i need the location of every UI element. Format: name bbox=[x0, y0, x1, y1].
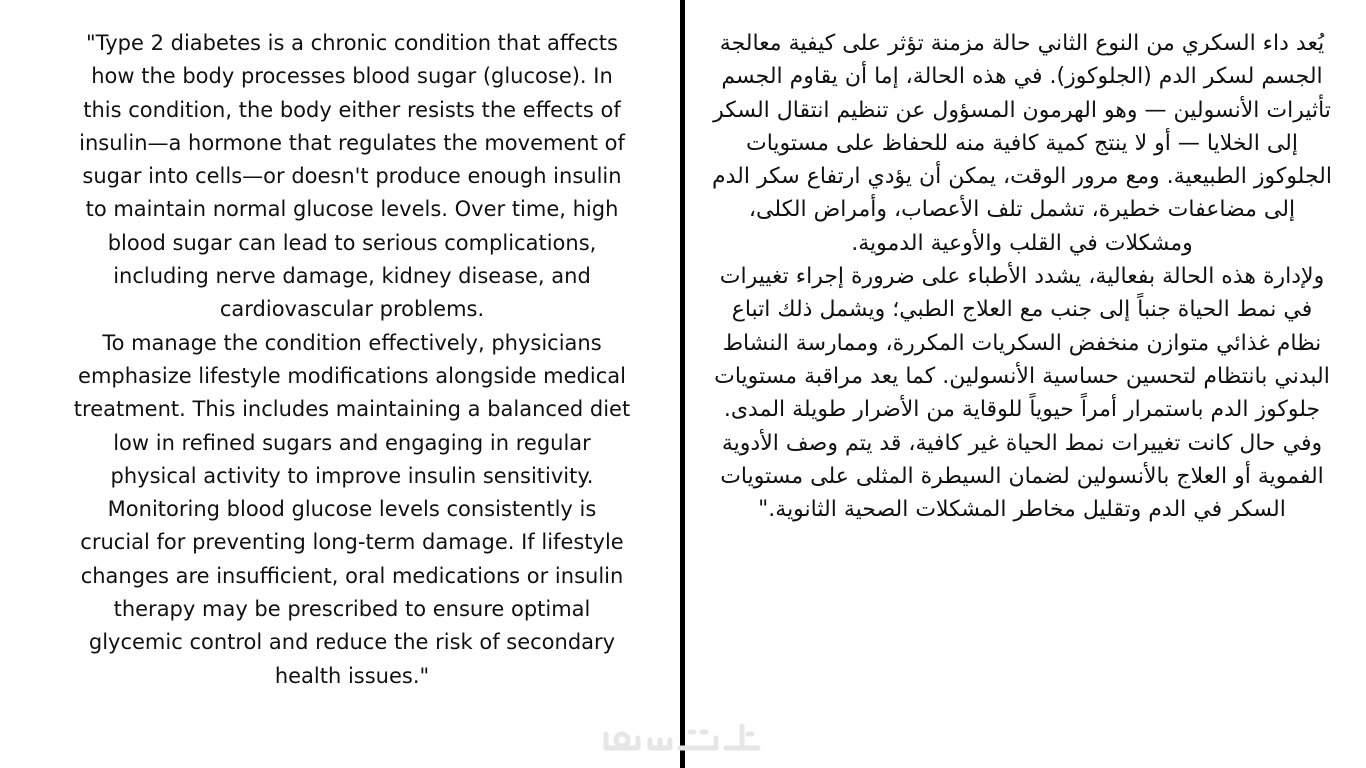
arabic-paragraph-1: يُعد داء السكري من النوع الثاني حالة مزمنة تؤثر على كيفية معالجة الجسم لسكر الدم (الجلوكوز). في هذه الحالة، إما أن يقاوم الجسم تأثيرات الأنسولين — وهو الهرمون المسؤول عن تنظيم انتقال السكر إلى الخلايا — أو لا ينتج كمية كافية منه للحفاظ على مستويات الجلوكوز الطبيعية. ومع مرور الوقت، يمكن أن يؤدي ارتفاع سكر الدم إلى مضاعفات خطيرة، تشمل تلف الأعصاب، وأمراض الكلى، ومشكلات في القلب والأوعية الدموية. bbox=[712, 31, 1332, 256]
arabic-paragraph-2: ولإدارة هذه الحالة بفعالية، يشدد الأطباء على ضرورة إجراء تغييرات في نمط الحياة جنباً إلى جنب مع العلاج الطبي؛ ويشمل ذلك اتباع نظام غذائي متوازن منخفض السكريات المكررة، وممارسة النشاط البدني بانتظام لتحسين حساسية الأنسولين. كما يعد مراقبة مستويات جلوكوز الدم باستمرار أمراً حيوياً للوقاية من الأضرار طويلة المدى. وفي حال كانت تغييرات نمط الحياة غير كافية، قد يتم وصف الأدوية الفموية أو العلاج بالأنسولين لضمان السيطرة المثلى على مستويات السكر في الدم وتقليل مخاطر المشكلات الصحية الثانوية." bbox=[714, 264, 1330, 523]
english-text-column bbox=[70, 27, 634, 693]
arabic-text-column bbox=[712, 27, 1332, 526]
column-divider bbox=[680, 0, 685, 768]
english-paragraph-1: "Type 2 diabetes is a chronic condition that affects how the body processes blood sugar (glucose). In this condition, the body either resists the effects of insulin—a hormone that regulates the movement of sugar into cells—or doesn't produce enough insulin to maintain normal glucose levels. Over time, high blood sugar can lead to serious complications, including nerve damage, kidney disease, and cardiovascular problems. bbox=[79, 31, 625, 322]
english-paragraph-2: To manage the condition effectively, physicians emphasize lifestyle modifications alongside medical treatment. This includes maintaining a balanced diet low in refined sugars and engaging in regular physical activity to improve insulin sensitivity. Monitoring blood glucose levels consistently is crucial for preventing long-term damage. If lifestyle changes are insufficient, oral medications or insulin therapy may be prescribed to ensure optimal glycemic control and reduce the risk of secondary health issues." bbox=[73, 330, 631, 688]
